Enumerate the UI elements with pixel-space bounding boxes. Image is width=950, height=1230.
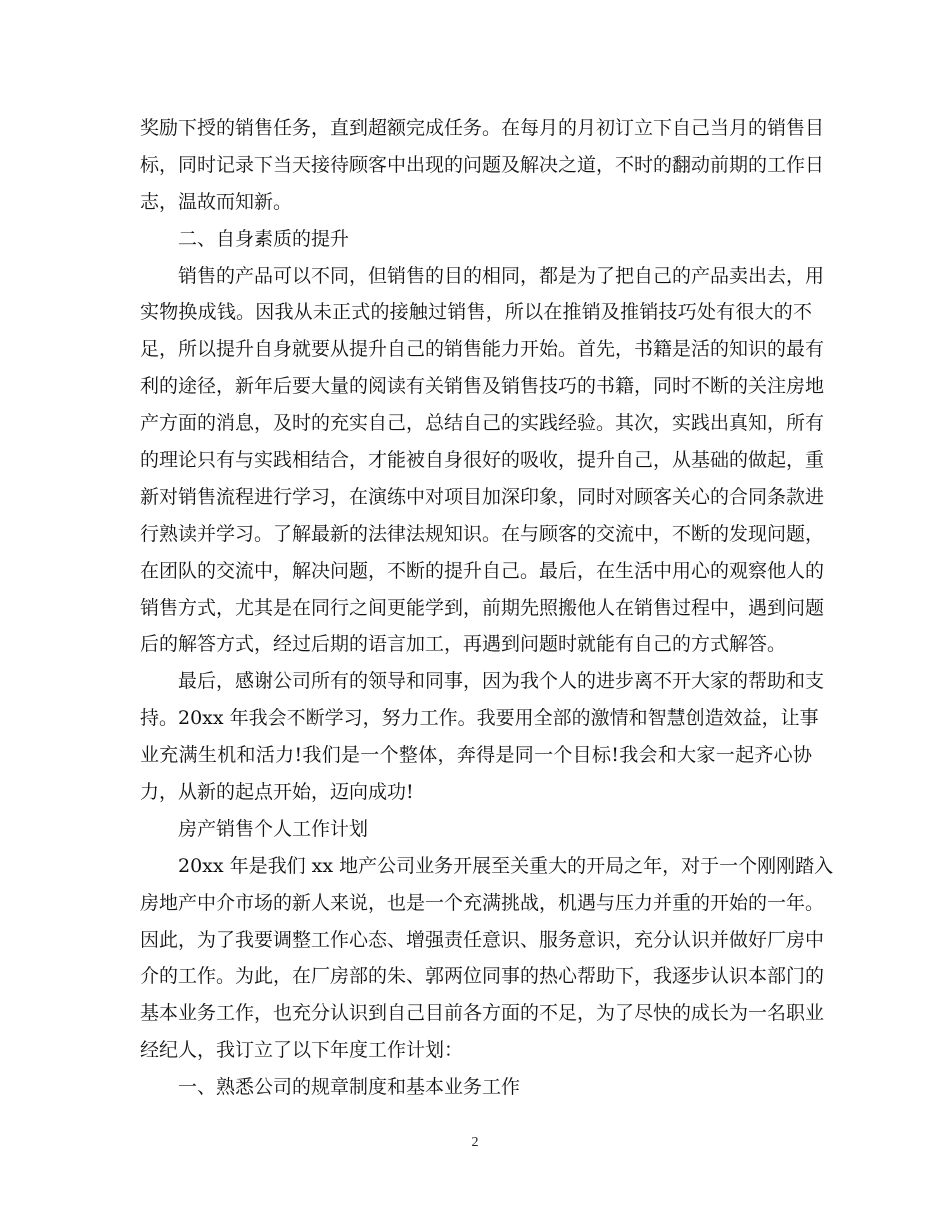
text-line: 因此，为了我要调整工作心态、增强责任意识、服务意识，充分认识并做好厂房中 [140, 928, 825, 951]
section-heading: 房产销售个人工作计划 [178, 817, 369, 840]
text-line: 持。20xx 年我会不断学习，努力工作。我要用全部的激情和智慧创造效益，让事 [140, 707, 819, 730]
text-line: 足，所以提升自身就要从提升自己的销售能力开始。首先，书籍是活的知识的最有 [140, 338, 825, 361]
text-line: 后的解答方式，经过后期的语言加工，再遇到问题时就能有自己的方式解答。 [140, 633, 787, 656]
text-line: 新对销售流程进行学习，在演练中对项目加深印象，同时对顾客关心的合同条款进 [140, 485, 825, 508]
text-line: 在团队的交流中，解决问题，不断的提升自己。最后，在生活中用心的观察他人的 [140, 559, 825, 582]
text-line: 销售的产品可以不同，但销售的目的相同，都是为了把自己的产品卖出去，用 [178, 264, 825, 287]
text-line: 实物换成钱。因我从未正式的接触过销售，所以在推销及推销技巧处有很大的不 [140, 301, 812, 324]
text-line: 最后，感谢公司所有的领导和同事，因为我个人的进步离不开大家的帮助和支 [178, 670, 825, 693]
page-number: 2 [471, 1135, 479, 1150]
document-body [140, 110, 834, 1106]
text-line: 经纪人，我订立了以下年度工作计划： [140, 1039, 464, 1062]
text-line: 的理论只有与实践相结合，才能被自身很好的吸收，提升自己，从基础的做起，重 [140, 449, 825, 472]
text-line: 力，从新的起点开始，迈向成功! [140, 781, 414, 804]
text-line: 志，温故而知新。 [140, 190, 293, 213]
text-line: 介的工作。为此，在厂房部的朱、郭两位同事的热心帮助下，我逐步认识本部门的 [140, 965, 825, 988]
text-line: 基本业务工作，也充分认识到自己目前各方面的不足，为了尽快的成长为一名职业 [140, 1002, 825, 1025]
text-line: 产方面的消息，及时的充实自己，总结自己的实践经验。其次，实践出真知，所有 [140, 412, 825, 435]
text-line: 奖励下授的销售任务，直到超额完成任务。在每月的月初订立下自己当月的销售目 [140, 117, 825, 139]
text-line: 20xx 年是我们 xx 地产公司业务开展至关重大的开局之年，对于一个刚刚踏入 [178, 854, 834, 877]
text-line: 利的途径，新年后要大量的阅读有关销售及销售技巧的书籍，同时不断的关注房地 [140, 375, 825, 398]
text-line: 销售方式，尤其是在同行之间更能学到，前期先照搬他人在销售过程中，遇到问题 [140, 596, 825, 619]
text-line: 业充满生机和活力!我们是一个整体，奔得是同一个目标!我会和大家一起齐心协 [140, 744, 812, 767]
text-line: 房地产中介市场的新人来说，也是一个充满挑战，机遇与压力并重的开始的一年。 [140, 891, 825, 914]
text-line: 行熟读并学习。了解最新的法律法规知识。在与顾客的交流中，不断的发现问题， [140, 522, 825, 545]
section-heading: 二、自身素质的提升 [178, 227, 350, 250]
section-heading: 一、熟悉公司的规章制度和基本业务工作 [178, 1076, 521, 1099]
text-line: 标，同时记录下当天接待顾客中出现的问题及解决之道，不时的翻动前期的工作日 [140, 153, 825, 176]
